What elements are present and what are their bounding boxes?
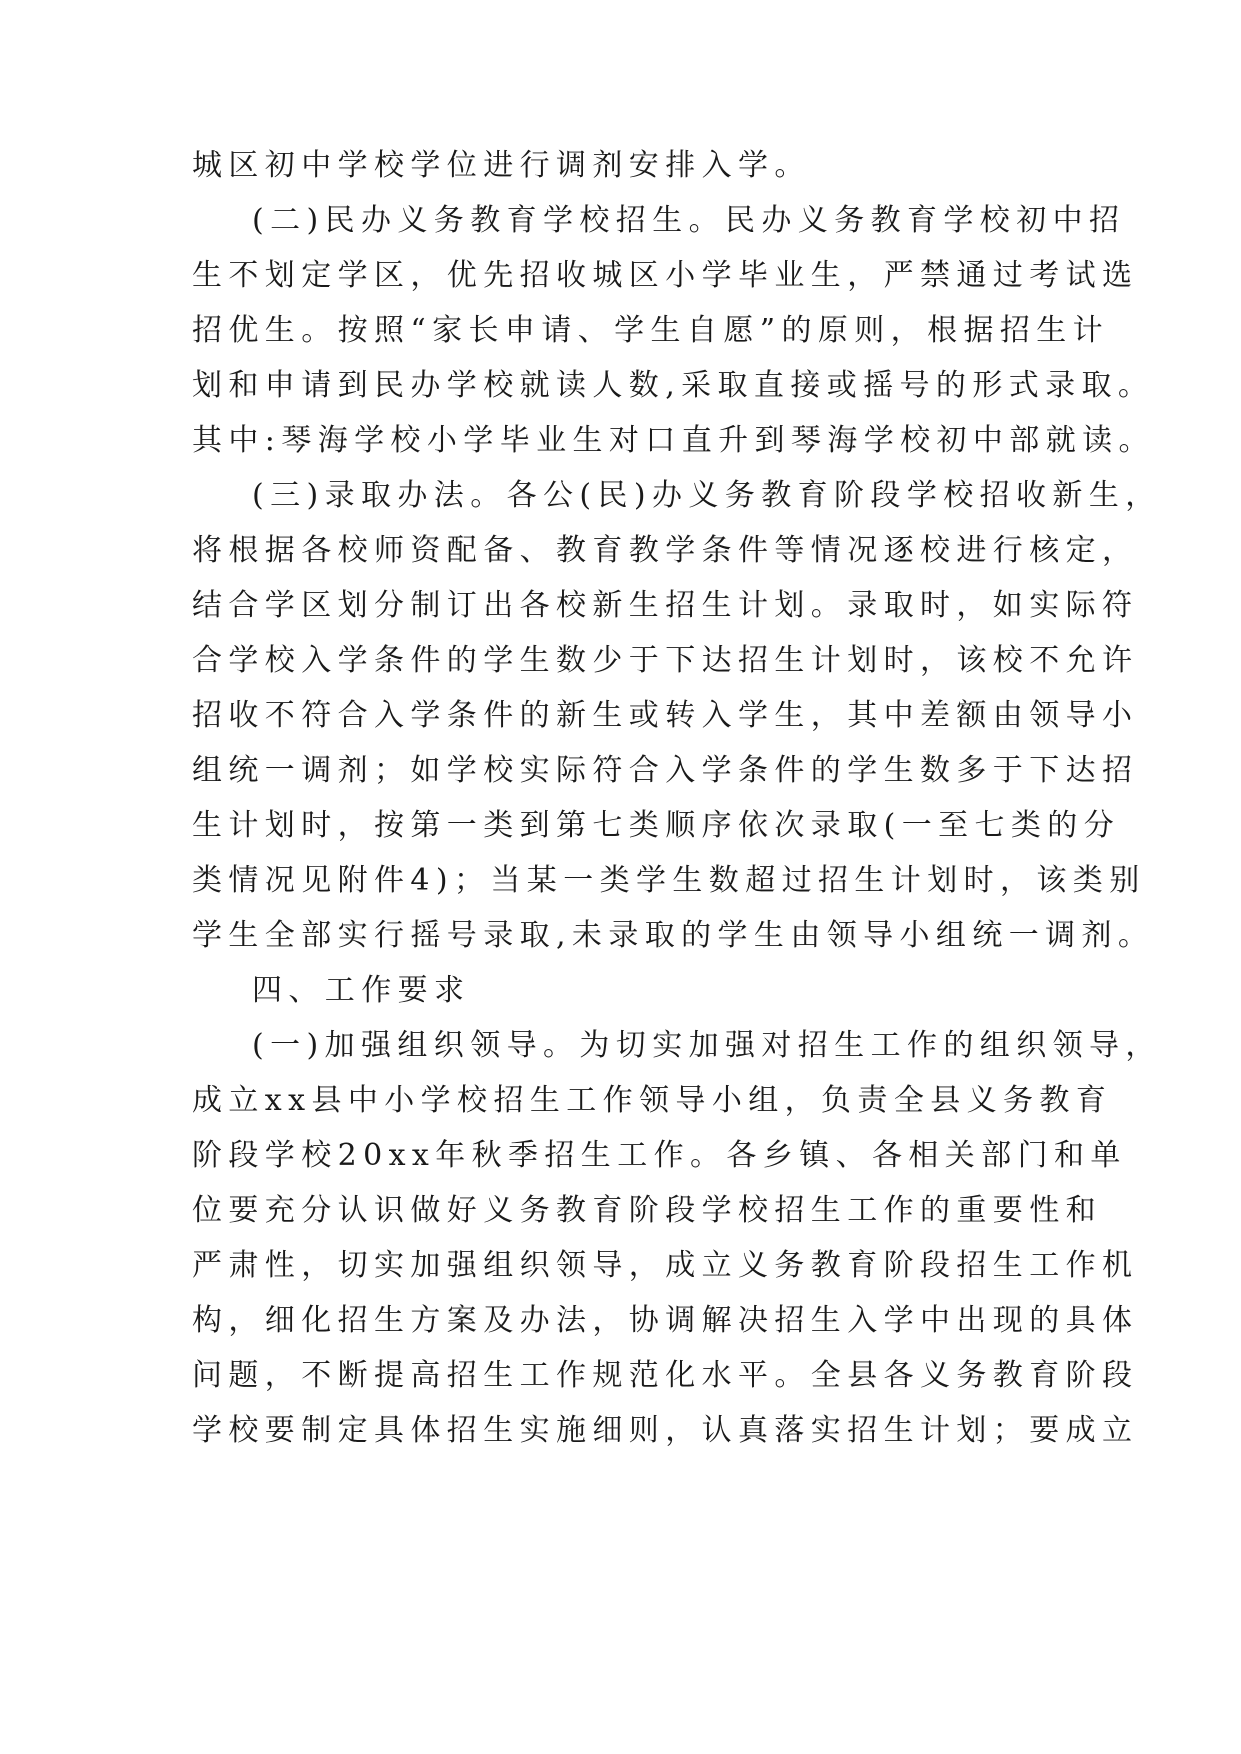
text-line: 其中:琴海学校小学毕业生对口直升到琴海学校初中部就读。 (192, 423, 1155, 458)
text-line: 组统一调剂；如学校实际符合入学条件的学生数多于下达招 (192, 753, 1139, 788)
section-heading-work-requirements: 四、工作要求 (252, 973, 471, 1008)
text-line: 成立xx县中小学校招生工作领导小组，负责全县义务教育 (192, 1083, 1113, 1118)
text-line: 生计划时，按第一类到第七类顺序依次录取(一至七类的分 (192, 808, 1121, 843)
text-line: 招收不符合入学条件的新生或转入学生，其中差额由领导小 (192, 698, 1139, 733)
paragraph-organization-leadership: (一)加强组织领导。为切实加强对招生工作的组织领导， (252, 1028, 1162, 1063)
text-line: 位要充分认识做好义务教育阶段学校招生工作的重要性和 (192, 1193, 1102, 1228)
text-line: 学生全部实行摇号录取,未录取的学生由领导小组统一调剂。 (192, 918, 1155, 953)
text-line: 结合学区划分制订出各校新生招生计划。录取时，如实际符 (192, 588, 1139, 623)
text-line: 城区初中学校学位进行调剂安排入学。 (192, 148, 811, 183)
paragraph-private-school-enrollment: (二)民办义务教育学校招生。民办义务教育学校初中招 (252, 203, 1126, 238)
text-line: 类情况见附件4)；当某一类学生数超过招生计划时，该类别 (192, 863, 1146, 898)
text-line: 学校要制定具体招生实施细则，认真落实招生计划；要成立 (192, 1413, 1139, 1448)
text-line: 问题，不断提高招生工作规范化水平。全县各义务教育阶段 (192, 1358, 1139, 1393)
text-line: 生不划定学区，优先招收城区小学毕业生，严禁通过考试选 (192, 258, 1139, 293)
text-line: 划和申请到民办学校就读人数,采取直接或摇号的形式录取。 (192, 368, 1155, 403)
text-line: 招优生。按照“家长申请、学生自愿”的原则，根据招生计 (192, 313, 1110, 348)
text-line: 合学校入学条件的学生数少于下达招生计划时，该校不允许 (192, 643, 1139, 678)
text-line: 阶段学校20xx年秋季招生工作。各乡镇、各相关部门和单 (192, 1138, 1127, 1173)
text-line: 将根据各校师资配备、教育教学条件等情况逐校进行核定， (192, 533, 1139, 568)
text-line: 构，细化招生方案及办法，协调解决招生入学中出现的具体 (192, 1303, 1139, 1338)
text-line: 严肃性，切实加强组织领导，成立义务教育阶段招生工作机 (192, 1248, 1139, 1283)
paragraph-admission-method: (三)录取办法。各公(民)办义务教育阶段学校招收新生， (252, 478, 1162, 513)
